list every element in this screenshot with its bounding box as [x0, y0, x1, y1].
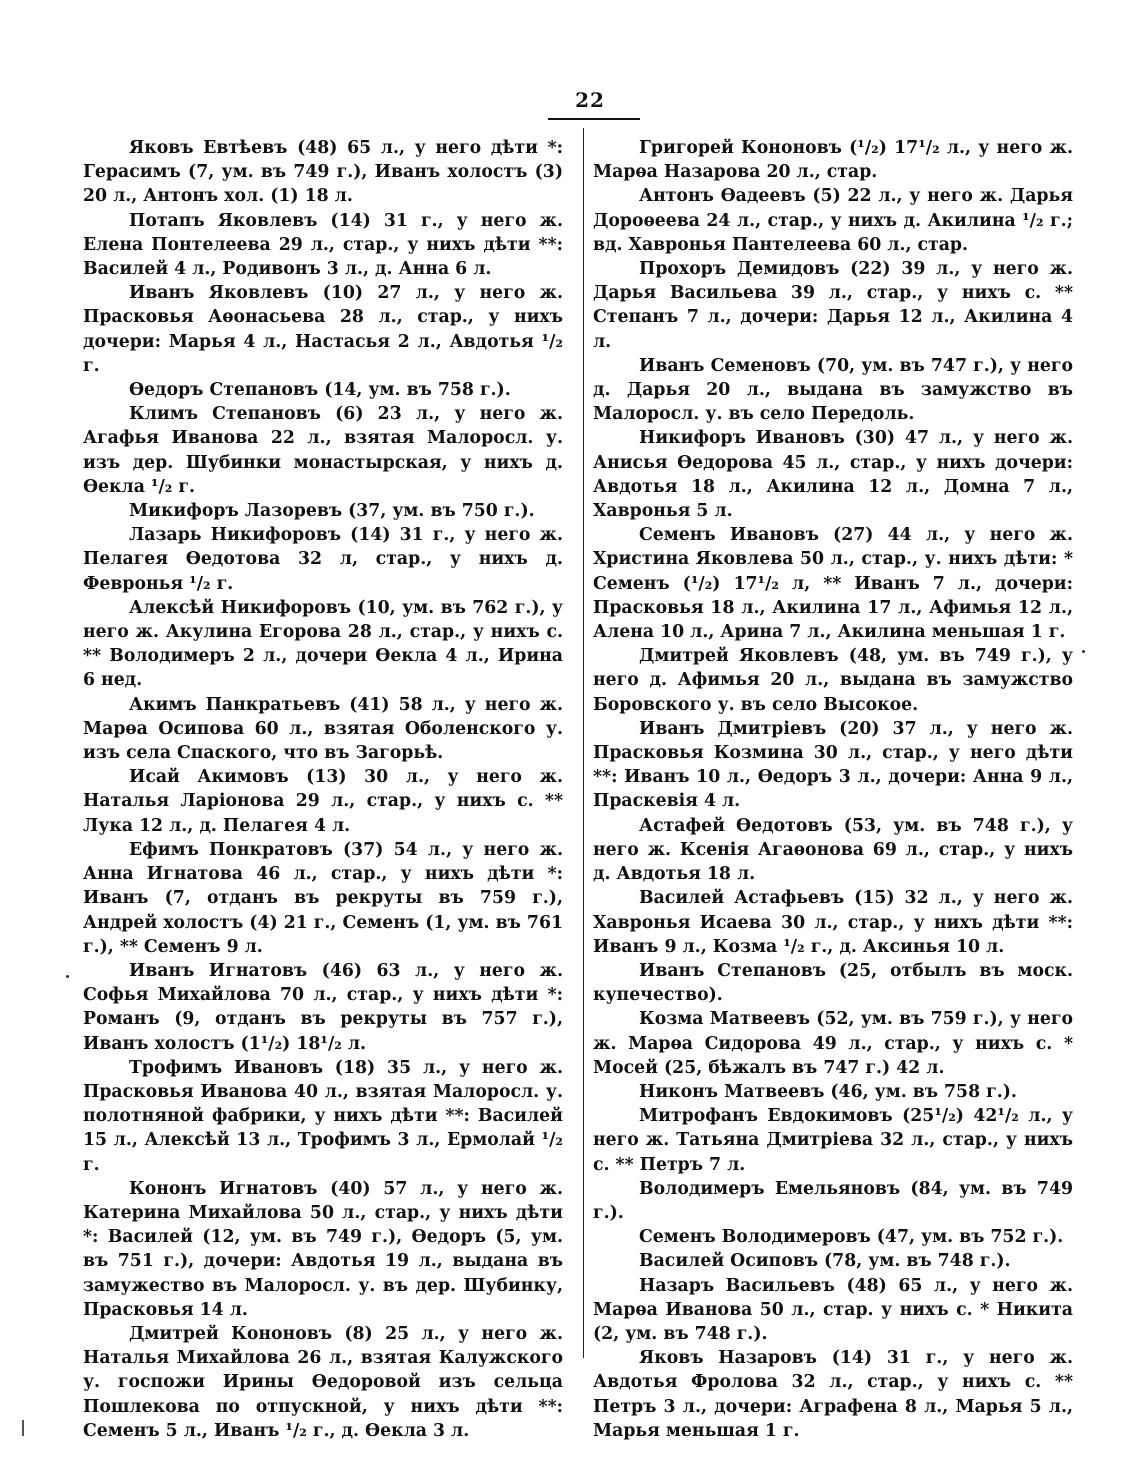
census-entry: Иванъ Дмитріевъ (20) 37 л., у него ж. Прасковья Козмина 30 л., стар., у него дѣти **: Иванъ 10 л., Ѳедоръ 3 л., дочери: Анна 9 л., Праскевія 4 л.: [593, 718, 1073, 812]
census-entry: Яковъ Назаровъ (14) 31 г., у него ж. Авдотья Фролова 32 л., стар., у нихъ с. ** Петръ 3 л., дочери: Аграфена 8 л., Марья 5 л., Марья меньшая 1 г.: [593, 1348, 1073, 1441]
census-entry: Ефимъ Понкратовъ (37) 54 л., у него ж. Анна Игнатова 46 л., стар., у нихъ дѣти *: Иванъ (7, отданъ въ рекруты въ 759 г.), Андрей холостъ (4) 21 г., Семенъ (1, ум. въ 761 г.), ** Семенъ 9 л.: [83, 839, 563, 957]
census-entry: Назаръ Васильевъ (48) 65 л., у него ж. Марѳа Иванова 50 л., стар. у нихъ с. * Никита (2, ум. въ 748 г.).: [593, 1275, 1073, 1344]
census-entry: Иванъ Яковлевъ (10) 27 л., у него ж. Прасковья Аѳонасьева 28 л., стар., у нихъ дочери: Марья 4 л., Настасья 2 л., Авдотья ¹/₂ г.: [83, 283, 563, 376]
census-entry: Никонъ Матвеевъ (46, ум. въ 758 г.).: [639, 1081, 1017, 1102]
census-entry: Иванъ Игнатовъ (46) 63 л., у него ж. Софья Михайлова 70 л., стар., у нихъ дѣти *: Романъ (9, отданъ въ рекруты въ 757 г.), Иванъ холостъ (1¹/₂) 18¹/₂ л.: [83, 960, 563, 1054]
census-entry: Митрофанъ Евдокимовъ (25¹/₂) 42¹/₂ л., у него ж. Татьяна Дмитріева 32 л., стар., у нихъ с. ** Петръ 7 л.: [593, 1106, 1073, 1175]
column-divider: [583, 128, 584, 1358]
census-entry: Акимъ Панкратьевъ (41) 58 л., у него ж. Марѳа Осипова 60 л., взятая Оболенского у. изъ села Спаского, что въ Загорьѣ.: [83, 694, 563, 764]
header-rule: [548, 118, 640, 120]
census-entry: Климъ Степановъ (6) 23 л., у него ж. Агафья Иванова 22 л., взятая Малоросл. у. изъ дер. Шубинки монастырская, у нихъ д. Ѳекла ¹/₂ г.: [83, 404, 563, 497]
census-entry: Григорей Кононовъ (¹/₂) 17¹/₂ л., у него ж. Марѳа Назарова 20 л., стар.: [593, 138, 1073, 183]
census-entry: Иванъ Степановъ (25, отбылъ въ моск. купечество).: [593, 960, 1073, 1006]
census-entry: Семенъ Ивановъ (27) 44 л., у него ж. Христина Яковлева 50 л., стар., у. нихъ дѣти: * Семенъ (¹/₂) 17¹/₂ л, ** Иванъ 7 л., дочери: Прасковья 18 л., Акилина 17 л., Афимья 12 л., Алена 10 л., Арина 7 л., Акилина меньшая 1 г.: [593, 525, 1073, 643]
census-entry: Иванъ Семеновъ (70, ум. въ 747 г.), у него д. Дарья 20 л., выдана въ замужство въ Малоросл. у. въ село Передоль.: [593, 355, 1073, 425]
census-entry: Яковъ Евтѣевъ (48) 65 л., у него дѣти *: Герасимъ (7, ум. въ 749 г.), Иванъ холостъ (3) 20 л., Антонъ хол. (1) 18 л.: [83, 138, 563, 207]
census-entry: Микифоръ Лазоревъ (37, ум. въ 750 г.).: [129, 501, 535, 522]
margin-tick: [22, 1420, 24, 1436]
census-entry: Исай Акимовъ (13) 30 л., у него ж. Наталья Ларіонова 29 л., стар., у нихъ с. ** Лука 12 л., д. Пелагея 4 л.: [83, 767, 563, 836]
census-entry: Дмитрей Кононовъ (8) 25 л., у него ж. Наталья Михайлова 26 л., взятая Калужского у. госпожи Ирины Ѳедоровой изъ сельца Пошлекова по отпускной, у нихъ дѣти **: Семенъ 5 л., Иванъ ¹/₂ г., д. Ѳекла 3 л.: [83, 1323, 563, 1441]
census-entry: Василей Осиповъ (78, ум. въ 748 г.).: [639, 1251, 1011, 1272]
scan-speck: [1082, 650, 1085, 653]
census-entry: Прохоръ Демидовъ (22) 39 л., у него ж. Дарья Васильева 39 л., стар., у нихъ с. ** Степанъ 7 л., дочери: Дарья 12 л., Акилина 4 л.: [593, 259, 1073, 352]
census-entry: Володимеръ Емельяновъ (84, ум. въ 749 г.).: [593, 1178, 1073, 1223]
census-entry: Семенъ Володимеровъ (47, ум. въ 752 г.).: [639, 1227, 1064, 1248]
census-entry: Лазарь Никифоровъ (14) 31 г., у него ж. Пелагея Ѳедотова 32 л, стар., у нихъ д. Февронья ¹/₂ г.: [83, 525, 563, 594]
census-entry: Дмитрей Яковлевъ (48, ум. въ 749 г.), у него д. Афимья 20 л., выдана въ замужство Боровского у. въ село Высокое.: [593, 646, 1073, 715]
census-entry: Козма Матвеевъ (52, ум. въ 759 г.), у него ж. Марѳа Сидорова 49 л., стар., у нихъ с. * Мосей (25, бѣжалъ въ 747 г.) 42 л.: [593, 1009, 1073, 1078]
census-entry: Алексѣй Никифоровъ (10, ум. въ 762 г.), у него ж. Акулина Егорова 28 л., стар., у нихъ с. ** Володимеръ 2 л., дочери Ѳекла 4 л., Ирина 6 нед.: [83, 597, 563, 691]
census-entry: Потапъ Яковлевъ (14) 31 г., у него ж. Елена Понтелеева 29 л., стар., у нихъ дѣти **: Василей 4 л., Родивонъ 3 л., д. Анна 6 л.: [83, 210, 563, 280]
census-entry: Василей Астафьевъ (15) 32 л., у него ж. Хавронья Исаева 30 л., стар., у нихъ дѣти **: Иванъ 9 л., Козма ¹/₂ г., д. Аксинья 10 л.: [593, 888, 1073, 957]
scan-speck: [66, 975, 69, 978]
census-entry: Кононъ Игнатовъ (40) 57 л., у него ж. Катерина Михайлова 50 л., стар., у нихъ дѣти *: Василей (12, ум. въ 749 г.), Ѳедоръ (5, ум. въ 751 г.), дочери: Авдотья 19 л., выдана въ замужество въ Малоросл. у. въ дер. Шубинку, Прасковья 14 л.: [83, 1178, 563, 1320]
census-entry: Антонъ Ѳадеевъ (5) 22 л., у него ж. Дарья Дороѳеева 24 л., стар., у нихъ д. Акилина ¹/₂ г.; вд. Хавронья Пантелеева 60 л., стар.: [593, 186, 1073, 255]
right-column: [593, 136, 1073, 1443]
census-entry: Никифоръ Ивановъ (30) 47 л., у него ж. Анисья Ѳедорова 45 л., стар., у нихъ дочери: Авдотья 18 л., Акилина 12 л., Домна 7 л., Хавронья 5 л.: [593, 428, 1073, 522]
census-entry: Ѳедоръ Степановъ (14, ум. въ 758 г.).: [129, 380, 511, 401]
census-entry: Астафей Ѳедотовъ (53, ум. въ 748 г.), у него ж. Ксенія Агаѳонова 69 л., стар., у нихъ д. Авдотья 18 л.: [593, 815, 1073, 885]
left-column: [83, 136, 563, 1443]
census-entry: Трофимъ Ивановъ (18) 35 л., у него ж. Прасковья Иванова 40 л., взятая Малоросл. у. полотняной фабрики, у нихъ дѣти **: Василей 15 л., Алексѣй 13 л., Трофимъ 3 л., Ермолай ¹/₂ г.: [83, 1057, 563, 1175]
page-number: 22: [575, 88, 605, 112]
